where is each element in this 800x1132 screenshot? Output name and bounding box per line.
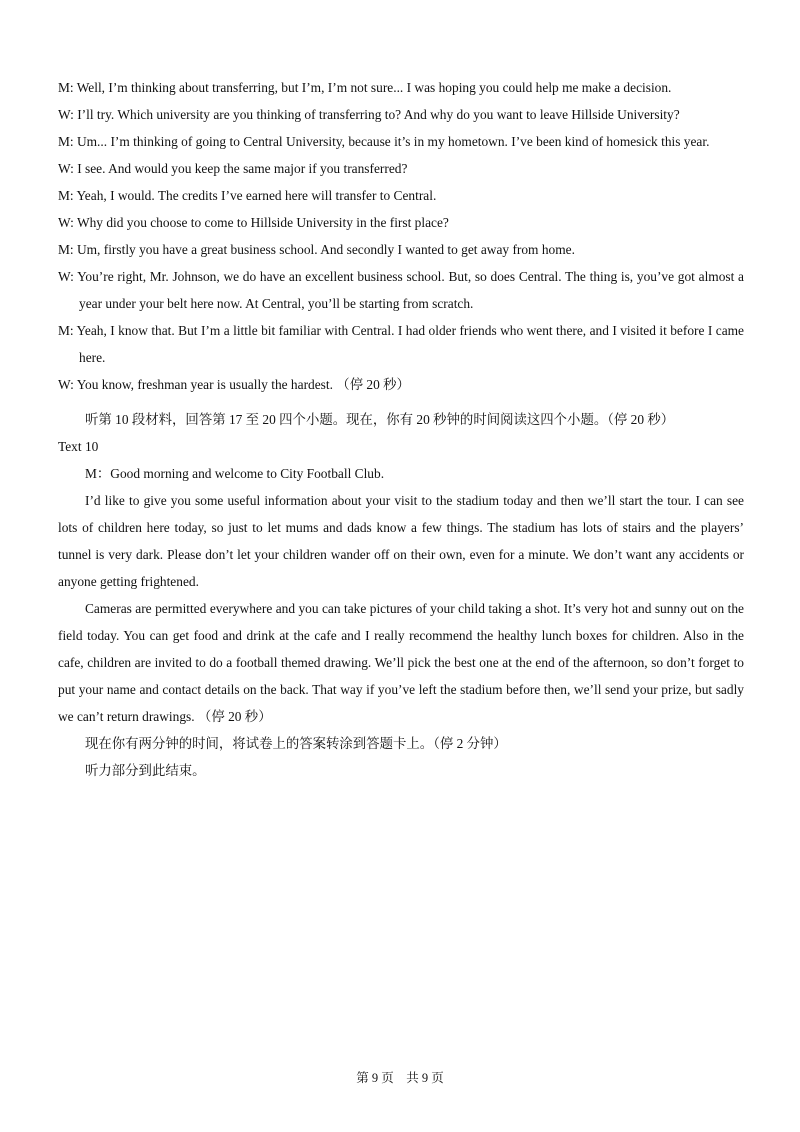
dialogue-line-5: M: Yeah, I would. The credits I’ve earned here will transfer to Central. xyxy=(58,188,437,203)
spacer xyxy=(58,398,744,406)
text10-instruction: 听第 10 段材料，回答第 17 至 20 四个小题。现在，你有 20 秒钟的时间阅读这四个小题。（停 20 秒） xyxy=(85,412,675,427)
page-footer: 第 9 页 共 9 页 xyxy=(356,1071,444,1085)
dialogue-line-8: W: You’re right, Mr. Johnson, we do have an excellent business school. But, so does Central. The thing is, you’ve got almost a year under your belt here now. At Central, you’ll be starting from scratch. xyxy=(58,269,744,311)
dialogue-line-10: W: You know, freshman year is usually the hardest. （停 20 秒） xyxy=(58,377,410,392)
dialogue-line-3: M: Um... I’m thinking of going to Central University, because it’s in my hometown. I’ve been kind of homesick this year. xyxy=(58,134,710,149)
closing-instruction: 现在你有两分钟的时间，将试卷上的答案转涂到答题卡上。（停 2 分钟） xyxy=(85,736,507,751)
dialogue-line-9: M: Yeah, I know that. But I’m a little bit familiar with Central. I had older friends who went there, and I visited it before I came here. xyxy=(58,323,744,365)
dialogue-section xyxy=(58,74,744,398)
monologue-greeting: M：Good morning and welcome to City Football Club. xyxy=(85,466,385,481)
monologue-paragraph-1: I’d like to give you some useful information about your visit to the stadium today and then we’ll start the tour. I can see lots of children here today, so just to let mums and dads know a few things. The stadium has lots of stairs and the players’ tunnel is very dark. Please don’t let your children wander off on their own, even for a minute. We don’t want any accidents or anyone getting frightened. xyxy=(58,493,744,589)
document-body xyxy=(58,74,744,784)
text10-label: Text 10 xyxy=(58,439,99,454)
closing-end-note: 听力部分到此结束。 xyxy=(85,763,206,778)
dialogue-line-4: W: I see. And would you keep the same major if you transferred? xyxy=(58,161,408,176)
dialogue-line-2: W: I’ll try. Which university are you thinking of transferring to? And why do you want to leave Hillside University? xyxy=(58,107,680,122)
dialogue-line-6: W: Why did you choose to come to Hillside University in the first place? xyxy=(58,215,449,230)
dialogue-line-1: M: Well, I’m thinking about transferring, but I’m, I’m not sure... I was hoping you could help me make a decision. xyxy=(58,80,672,95)
dialogue-line-7: M: Um, firstly you have a great business school. And secondly I wanted to get away from home. xyxy=(58,242,575,257)
closing-section xyxy=(58,730,744,784)
monologue-section xyxy=(58,460,744,730)
monologue-paragraph-2: Cameras are permitted everywhere and you can take pictures of your child taking a shot. It’s very hot and sunny out on the field today. You can get food and drink at the cafe and I really recommend the healthy lunch boxes for children. Also in the cafe, children are invited to do a football themed drawing. We’ll pick the best one at the end of the afternoon, so don’t forget to put your name and contact details on the back. That way if you’ve left the stadium before then, we’ll send your prize, but sadly we can’t return drawings. （停 20 秒） xyxy=(58,601,744,724)
